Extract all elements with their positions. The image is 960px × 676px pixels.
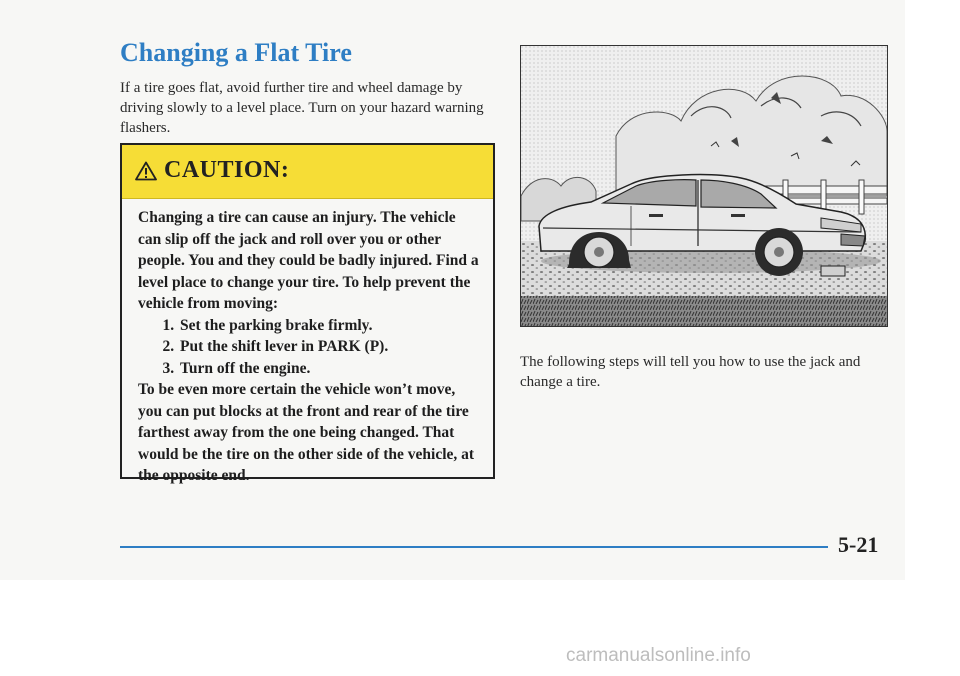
footer-rule xyxy=(120,546,828,548)
caution-label: CAUTION: xyxy=(164,157,290,183)
caution-header xyxy=(122,145,493,199)
caution-box xyxy=(120,143,495,484)
caution-body xyxy=(122,207,493,487)
car-illustration-svg xyxy=(521,46,887,326)
steps-note-paragraph: The following steps will tell you how to use the jack and change a tire. xyxy=(520,354,861,390)
site-watermark: carmanualsonline.info xyxy=(566,645,751,666)
caution-steps-list xyxy=(138,315,479,380)
page-number: 5-21 xyxy=(838,532,879,557)
caution-paragraph-1: Changing a tire can cause an injury. The vehicle can slip off the jack and roll over you or other people. You and they could be badly injured. Find a level place to change your tire. To help prevent the vehicle from moving: xyxy=(138,209,479,312)
caution-paragraph-2: To be even more certain the vehicle won’t move, you can put blocks at the front and rear of the tire farthest away from the one being changed. That would be the tire on the other side of the vehicle, at the opposite end. xyxy=(138,381,475,484)
car-with-flat-tire-illustration xyxy=(520,45,888,327)
caution-step: 3. Turn off the engine. xyxy=(178,358,479,380)
warning-triangle-icon xyxy=(135,161,157,181)
section-title: Changing a Flat Tire xyxy=(120,38,352,67)
caution-step: 2. Put the shift lever in PARK (P). xyxy=(178,336,479,358)
caution-step: 1. Set the parking brake firmly. xyxy=(178,315,479,337)
intro-paragraph: If a tire goes flat, avoid further tire and wheel damage by driving slowly to a level place. Turn on your hazard warning flashers. xyxy=(120,80,484,136)
